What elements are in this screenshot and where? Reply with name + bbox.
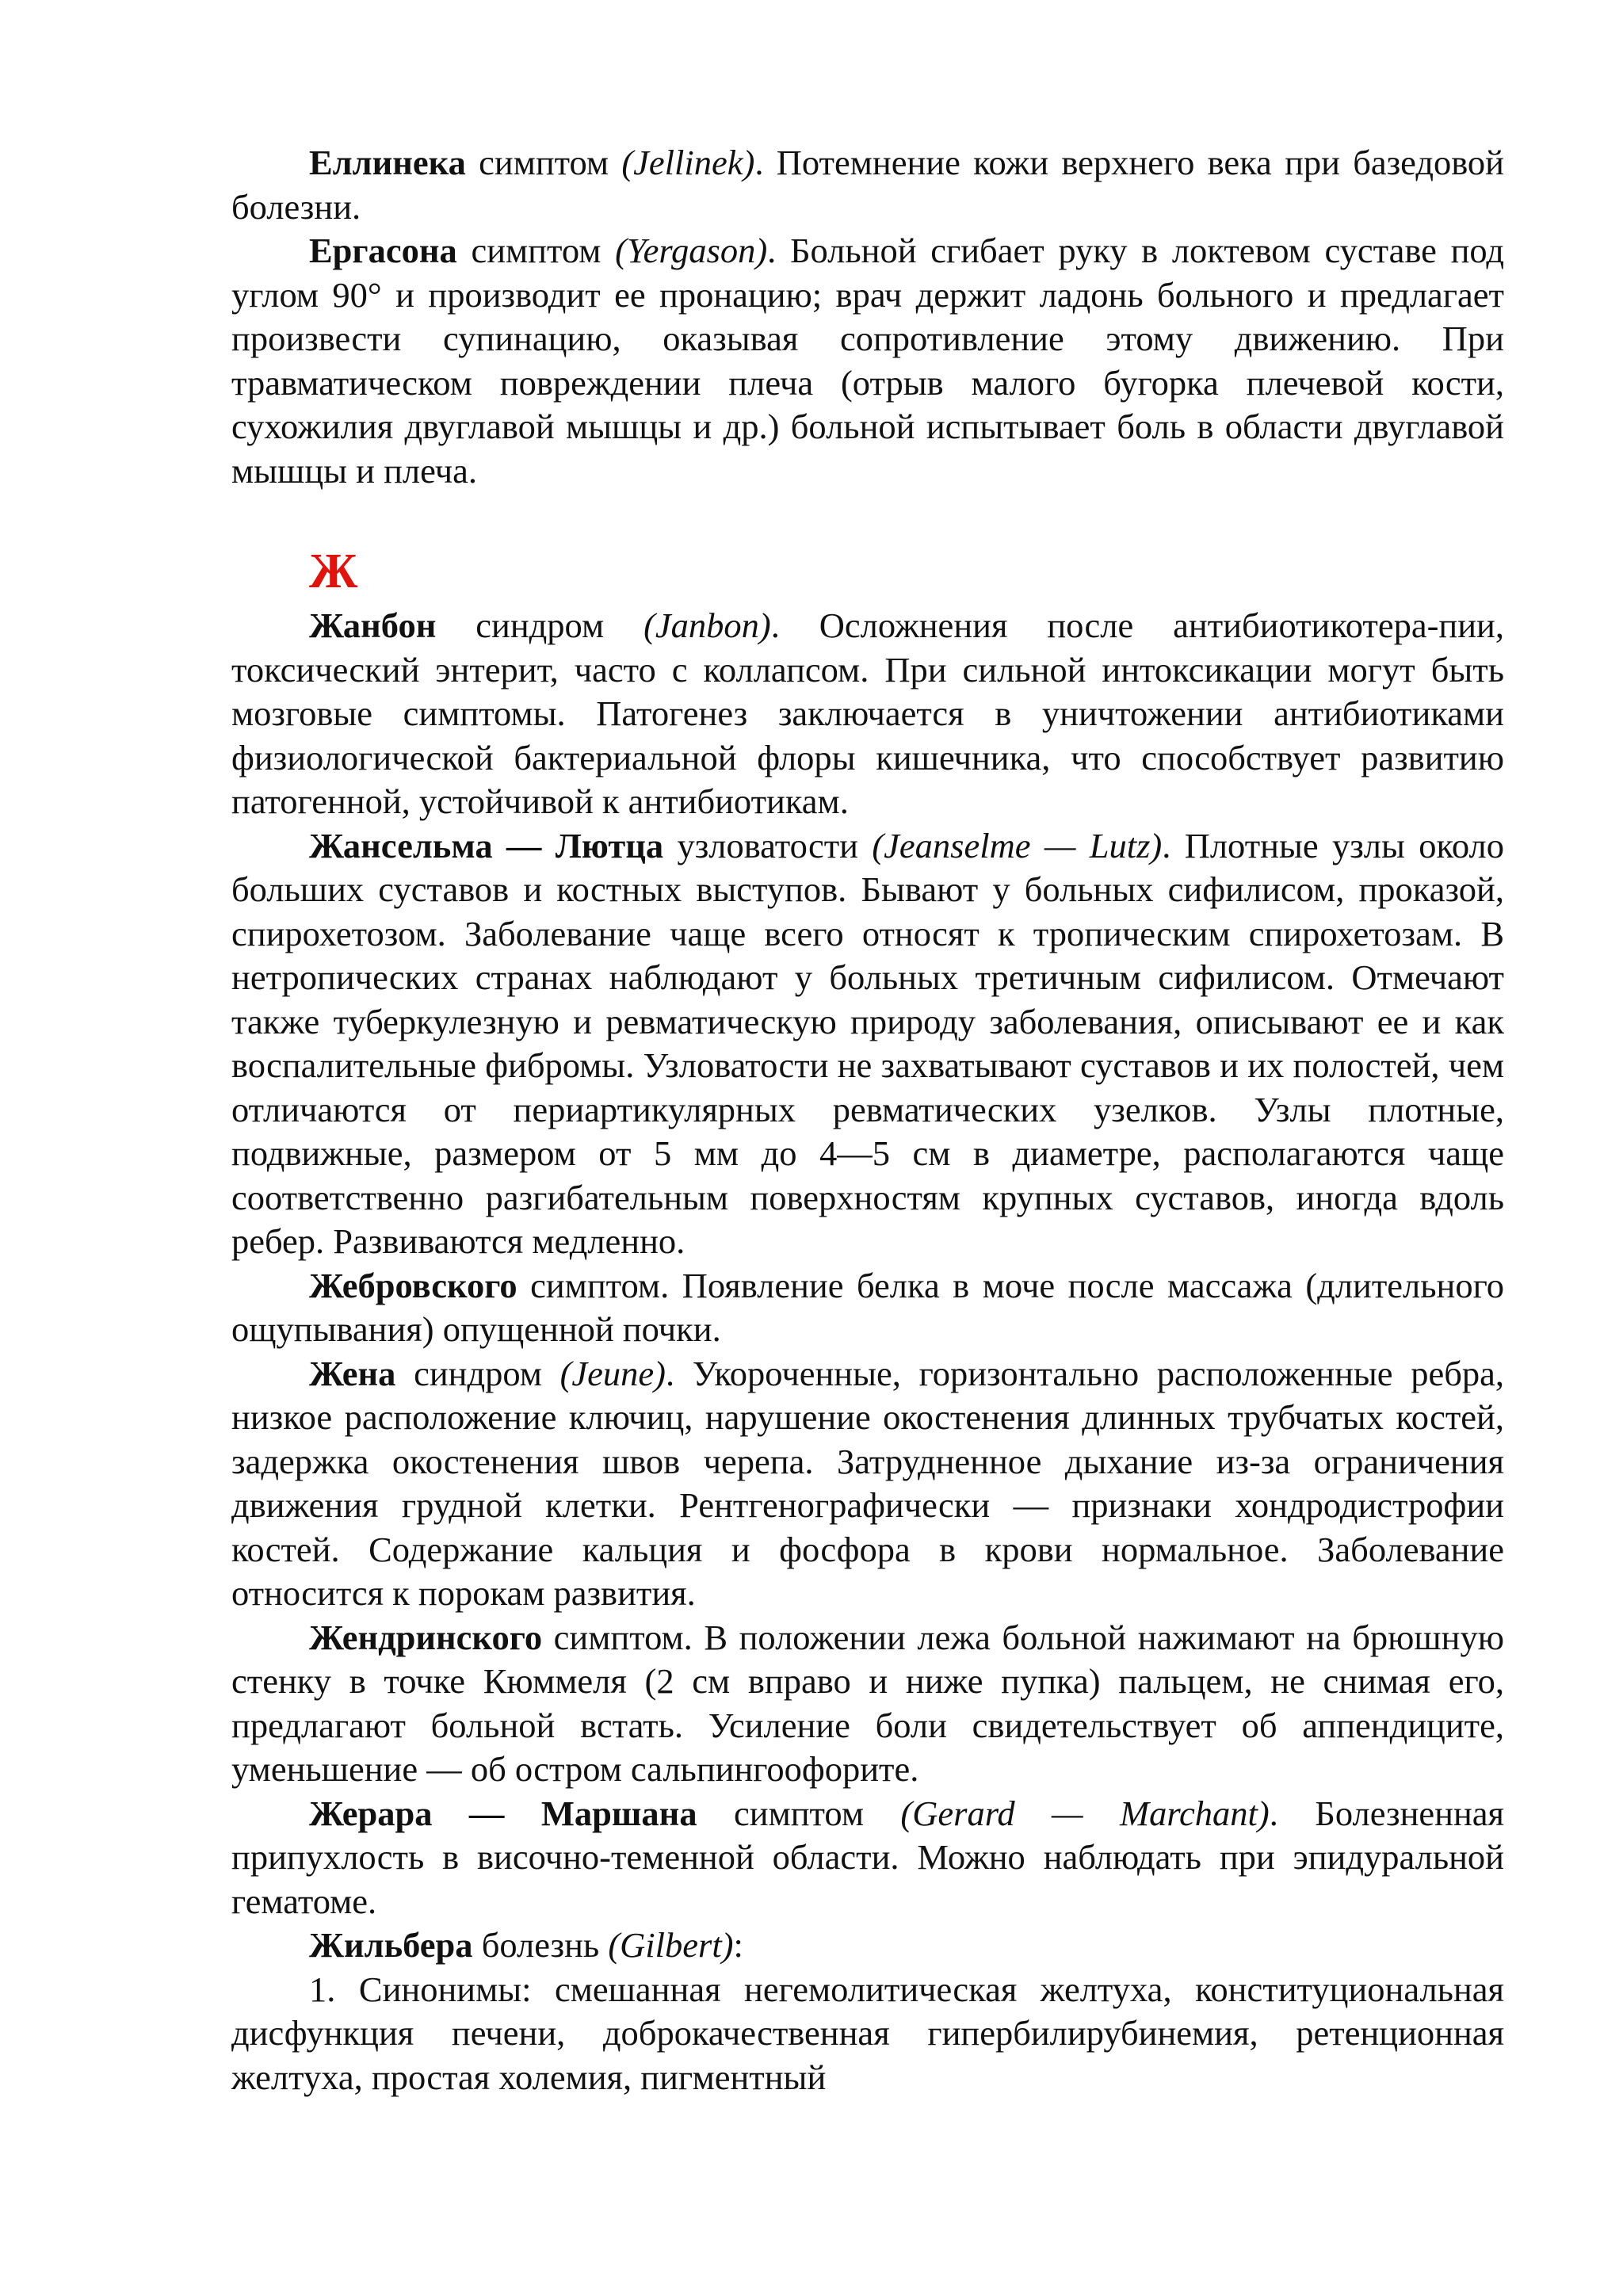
- entry-gerard-marchant: [231, 1792, 1504, 1924]
- entry-term: Жансельма — Лютца: [309, 825, 664, 865]
- entry-zhendrinsky: [231, 1616, 1504, 1792]
- entry-zhebrovsky: [231, 1264, 1504, 1352]
- section-letter-heading: Ж: [309, 544, 358, 598]
- entry-kind: симптом: [697, 1793, 901, 1833]
- entry-jeanselme-lutz: [231, 824, 1504, 1264]
- entry-eponym: (Gilbert): [608, 1925, 734, 1965]
- entry-kind: узловатости: [663, 825, 873, 865]
- entry-jeune: [231, 1352, 1504, 1616]
- entry-term: Жендринского: [309, 1617, 543, 1657]
- entry-text: . В положении лежа больной нажимают на брюшную стенку в точке Кюммеля (2 см вправо и ниже пупка) пальцем, не снимая его, предлагают больной встать. Усиление боли свидетельствует об аппендиците, уменьшение — об остром сальпингоофорите.: [231, 1617, 1504, 1789]
- entry-term: Еллинека: [309, 143, 466, 182]
- entry-eponym: (Jeanselme — Lutz): [872, 825, 1163, 865]
- entry-jellinek: [231, 141, 1504, 229]
- entry-term: Ергасона: [309, 231, 457, 270]
- entry-term: Жанбон: [309, 606, 437, 645]
- entry-eponym: (Janbon): [643, 606, 771, 645]
- entry-yergason: [231, 229, 1504, 493]
- list-item-number: 1.: [309, 1969, 336, 2009]
- entry-eponym: (Yergason): [615, 231, 768, 270]
- entry-kind: симптом: [465, 143, 622, 182]
- entry-text: . Осложнения после антибиотикотера-пии, токсический энтерит, часто с коллапсом. При сильной интоксикации могут быть мозговые симптомы. Патогенез заключается в уничтожении антибиотиками физиологической бактериальной флоры кишечника, что способствует развитию патогенной, устойчивой к антибиотикам.: [231, 606, 1504, 821]
- document-page: [231, 141, 1504, 2099]
- entry-term: Жена: [309, 1353, 396, 1393]
- entry-text: . Болезненная припухлость в височно-теменной области. Можно наблюдать при эпидуральной гематоме.: [231, 1793, 1505, 1921]
- entry-eponym: (Gerard — Marchant): [900, 1793, 1270, 1833]
- entry-term: Жерара — Маршана: [309, 1793, 697, 1833]
- entry-text: . Больной сгибает руку в локтевом суставе под углом 90° и производит ее пронацию; врач держит ладонь больного и предлагает произвести супинацию, оказывая сопротивление этому движению. При травматическом повреждении плеча (отрыв малого бугорка плечевой кости, сухожилия двуглавой мышцы и др.) больной испытывает боль в области двуглавой мышцы и плеча.: [231, 231, 1504, 491]
- entry-kind: синдром: [395, 1353, 560, 1393]
- entry-eponym: (Jeune): [559, 1353, 666, 1393]
- list-item-synonyms: [231, 1968, 1504, 2100]
- entry-eponym: (Jellinek): [621, 143, 755, 182]
- entry-kind: симптом: [542, 1617, 684, 1657]
- entry-text: :: [733, 1925, 743, 1965]
- entry-kind: симптом: [456, 231, 616, 270]
- entry-text: . Потемнение кожи верхнего века при базедовой болезни.: [231, 143, 1504, 227]
- entry-kind: симптом: [517, 1265, 661, 1305]
- entry-janbon: [231, 604, 1504, 824]
- entry-gilbert: [231, 1924, 1504, 1968]
- entry-term: Жебровского: [309, 1265, 517, 1305]
- entry-text: . Плотные узлы около больших суставов и костных выступов. Бывают у больных сифилисом, проказой, спирохетозом. Заболевание чаще всего относят к тропическим спирохетозам. В нетропических странах наблюдают у больных третичным сифилисом. Отмечают также туберкулезную и ревматическую природу заболевания, описывают ее и как воспалительные фибромы. Узловатости не захватывают суставов и их полостей, чем отличаются от периартикулярных ревматических узелков. Узлы плотные, подвижные, размером от 5 мм до 4—5 см в диаметре, располагаются чаще соответственно разгибательным поверхностям крупных суставов, иногда вдоль ребер. Развиваются медленно.: [231, 825, 1504, 1261]
- entry-term: Жильбера: [309, 1925, 473, 1965]
- entry-text: . Появление белка в моче после массажа (длительного ощупывания) опущенной почки.: [231, 1265, 1504, 1349]
- entry-text: . Укороченные, горизонтально расположенные ребра, низкое расположение ключиц, нарушение окостенения длинных трубчатых костей, задержка окостенения швов черепа. Затрудненное дыхание из-за ограничения движения грудной клетки. Рентгенографически — признаки хондродистрофии костей. Содержание кальция и фосфора в крови нормальное. Заболевание относится к порокам развития.: [231, 1353, 1504, 1613]
- entry-kind: синдром: [436, 606, 644, 645]
- list-item-text: Синонимы: смешанная негемолитическая желтуха, конституциональная дисфункция печени, доброкачественная гипербилирубинемия, ретенционная желтуха, простая холемия, пигментный: [231, 1969, 1504, 2097]
- entry-kind: болезнь: [472, 1925, 609, 1965]
